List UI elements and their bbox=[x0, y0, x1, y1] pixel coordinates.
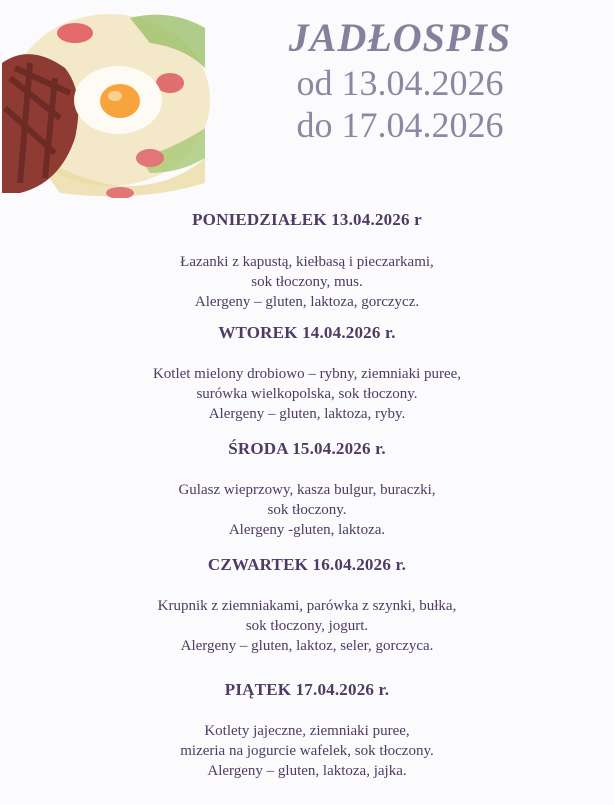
day-monday bbox=[0, 208, 614, 312]
day-title: ŚRODA 15.04.2026 r. bbox=[228, 439, 386, 458]
menu-line: Krupnik z ziemniakami, parówka z szynki, bułka, bbox=[157, 598, 457, 614]
day-menu bbox=[0, 721, 614, 781]
day-title: CZWARTEK 16.04.2026 r. bbox=[207, 555, 407, 574]
allergens-line: Alergeny – gluten, laktoza, jajka. bbox=[207, 763, 407, 779]
day-title: PONIEDZIAŁEK 13.04.2026 r bbox=[192, 210, 422, 229]
header bbox=[250, 14, 550, 146]
day-menu bbox=[0, 252, 614, 312]
menu-line: sok tłoczony, mus. bbox=[251, 274, 363, 290]
allergens-line: Alergeny – gluten, laktoza, ryby. bbox=[208, 406, 406, 422]
allergens-line: Alergeny -gluten, laktoza. bbox=[228, 522, 386, 538]
menu-line: surówka wielkopolska, sok tłoczony. bbox=[196, 386, 418, 402]
menu-line: Kotlety jajeczne, ziemniaki puree, bbox=[204, 723, 410, 739]
day-menu bbox=[0, 364, 614, 424]
menu-line: Kotlet mielony drobiowo – rybny, ziemniaki puree, bbox=[152, 366, 462, 382]
day-title: WTOREK 14.04.2026 r. bbox=[218, 323, 396, 342]
menu-line: Łazanki z kapustą, kiełbasą i pieczarkami, bbox=[180, 254, 434, 270]
day-title: PIĄTEK 17.04.2026 r. bbox=[224, 680, 390, 699]
menu-line: sok tłoczony. bbox=[267, 502, 347, 518]
weekly-menu bbox=[0, 208, 614, 781]
day-wednesday bbox=[0, 437, 614, 540]
date-from: od 13.04.2026 bbox=[296, 63, 504, 103]
day-thursday bbox=[0, 553, 614, 656]
allergens-line: Alergeny – gluten, laktoza, gorczycz. bbox=[194, 294, 420, 310]
page-title: JADŁOSPIS bbox=[288, 15, 512, 60]
menu-line: Gulasz wieprzowy, kasza bulgur, buraczki, bbox=[178, 482, 436, 498]
day-friday bbox=[0, 678, 614, 781]
menu-line: sok tłoczony, jogurt. bbox=[245, 618, 369, 634]
day-tuesday bbox=[0, 321, 614, 424]
date-to: do 17.04.2026 bbox=[296, 105, 504, 145]
allergens-line: Alergeny – gluten, laktoz, seler, gorczyca. bbox=[180, 638, 434, 654]
day-menu bbox=[0, 480, 614, 540]
food-plate-icon bbox=[0, 8, 212, 198]
day-menu bbox=[0, 596, 614, 656]
menu-line: mizeria na jogurcie wafelek, sok tłoczony. bbox=[180, 743, 434, 759]
